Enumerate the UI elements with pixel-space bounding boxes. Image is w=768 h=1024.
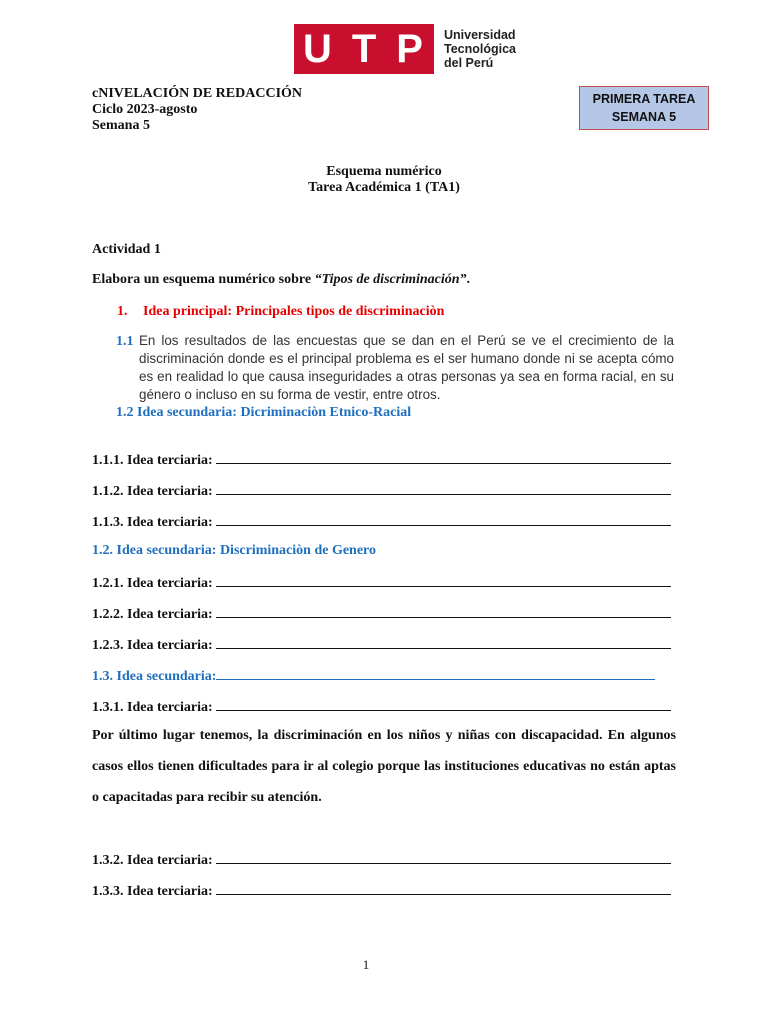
tertiary-idea-1-3-2 <box>92 851 671 869</box>
answer-blank-line <box>216 882 671 895</box>
tertiary-idea-label: 1.1.2. Idea terciaria: <box>92 484 217 499</box>
answer-blank-line <box>216 482 671 495</box>
answer-blank-line <box>216 851 671 864</box>
tertiary-idea-label: 1.2.2. Idea terciaria: <box>92 607 217 622</box>
utp-logo <box>294 24 516 74</box>
tertiary-idea-1-1-3 <box>92 513 671 531</box>
title-line-1: Esquema numérico <box>326 164 442 179</box>
task-label-line-2: SEMANA 5 <box>611 110 677 124</box>
tertiary-idea-1-3-3 <box>92 882 671 900</box>
logo-letter-p: P <box>396 26 425 71</box>
tertiary-idea-1-3-1 <box>92 698 671 716</box>
task-label-line-1: PRIMERA TAREA <box>592 92 696 106</box>
secondary-idea-1-1-number: 1.1 <box>116 334 134 349</box>
activity-instruction <box>92 272 470 288</box>
answer-blank-line <box>216 698 671 711</box>
secondary-idea-1-3 <box>92 667 655 685</box>
instruction-topic: “Tipos de discriminación” <box>314 272 467 287</box>
secondary-idea-1-3-heading: 1.3. Idea secundaria: <box>92 669 217 684</box>
tertiary-idea-label: 1.1.3. Idea terciaria: <box>92 515 217 530</box>
course-header <box>92 86 302 134</box>
task-label-box <box>579 86 709 130</box>
main-idea-text: Idea principal: Principales tipos de discriminaciòn <box>143 304 445 319</box>
logo-line-1: Universidad <box>444 28 516 42</box>
tertiary-idea-label: 1.3.1. Idea terciaria: <box>92 700 217 715</box>
answer-blank-line <box>216 636 671 649</box>
answer-blank-line <box>216 574 671 587</box>
document-title <box>0 164 768 196</box>
tertiary-idea-label: 1.3.2. Idea terciaria: <box>92 853 217 868</box>
tertiary-idea-label: 1.2.1. Idea terciaria: <box>92 576 217 591</box>
tertiary-idea-1-2-1 <box>92 574 671 592</box>
main-idea <box>117 304 444 320</box>
answer-blank-line <box>216 605 671 618</box>
activity-label: Actividad 1 <box>92 242 161 257</box>
answer-blank-line <box>216 451 671 464</box>
tertiary-idea-1-1-2 <box>92 482 671 500</box>
course-name: cNIVELACIÓN DE REDACCIÓN <box>92 86 303 101</box>
tertiary-idea-1-3-1-paragraph: Por último lugar tenemos, la discriminación en los niños y niñas con discapacidad. En algunos casos ellos tienen dificultades para ir al colegio porque las instituciones educativas no están aptas o capacitadas para recibir su atención. <box>92 728 676 805</box>
course-cycle: Ciclo 2023-agosto <box>92 102 198 117</box>
utp-logo-mark <box>294 24 434 74</box>
secondary-idea-1-1-paragraph: En los resultados de las encuestas que se dan en el Perú se ve el crecimiento de la discriminación donde es el principal problema es el ser humano donde ni se acepta cómo es en realidad lo que causa inseguridades a otras personas ya sea en forma racial, en su género o incluso en su forma de vestir, entre otros. <box>139 333 674 402</box>
tertiary-idea-1-2-3 <box>92 636 671 654</box>
main-idea-number: 1. <box>117 304 128 319</box>
logo-line-2: Tecnológica <box>444 42 517 56</box>
tertiary-idea-label: 1.3.3. Idea terciaria: <box>92 884 217 899</box>
tertiary-idea-1-1-1 <box>92 451 671 469</box>
course-week: Semana 5 <box>92 118 150 133</box>
instruction-suffix: . <box>466 272 471 287</box>
title-line-2: Tarea Académica 1 (TA1) <box>308 180 460 195</box>
secondary-idea-1-2-heading: 1.2 Idea secundaria: Dicriminaciòn Etnico-Racial <box>116 405 412 420</box>
logo-letter-t: T <box>351 26 379 71</box>
page-number: 1 <box>362 957 370 972</box>
answer-blank-line <box>216 667 655 680</box>
tertiary-idea-1-2-2 <box>92 605 671 623</box>
tertiary-idea-label: 1.1.1. Idea terciaria: <box>92 453 217 468</box>
logo-letter-u: U <box>302 26 334 71</box>
logo-line-3: del Perú <box>444 56 494 70</box>
instruction-prefix: Elabora un esquema numérico sobre <box>92 272 315 287</box>
logo-wordmark <box>444 28 516 70</box>
secondary-idea-1-2-gender-heading: 1.2. Idea secundaria: Discriminaciòn de Genero <box>92 543 377 558</box>
answer-blank-line <box>216 513 671 526</box>
tertiary-idea-label: 1.2.3. Idea terciaria: <box>92 638 217 653</box>
